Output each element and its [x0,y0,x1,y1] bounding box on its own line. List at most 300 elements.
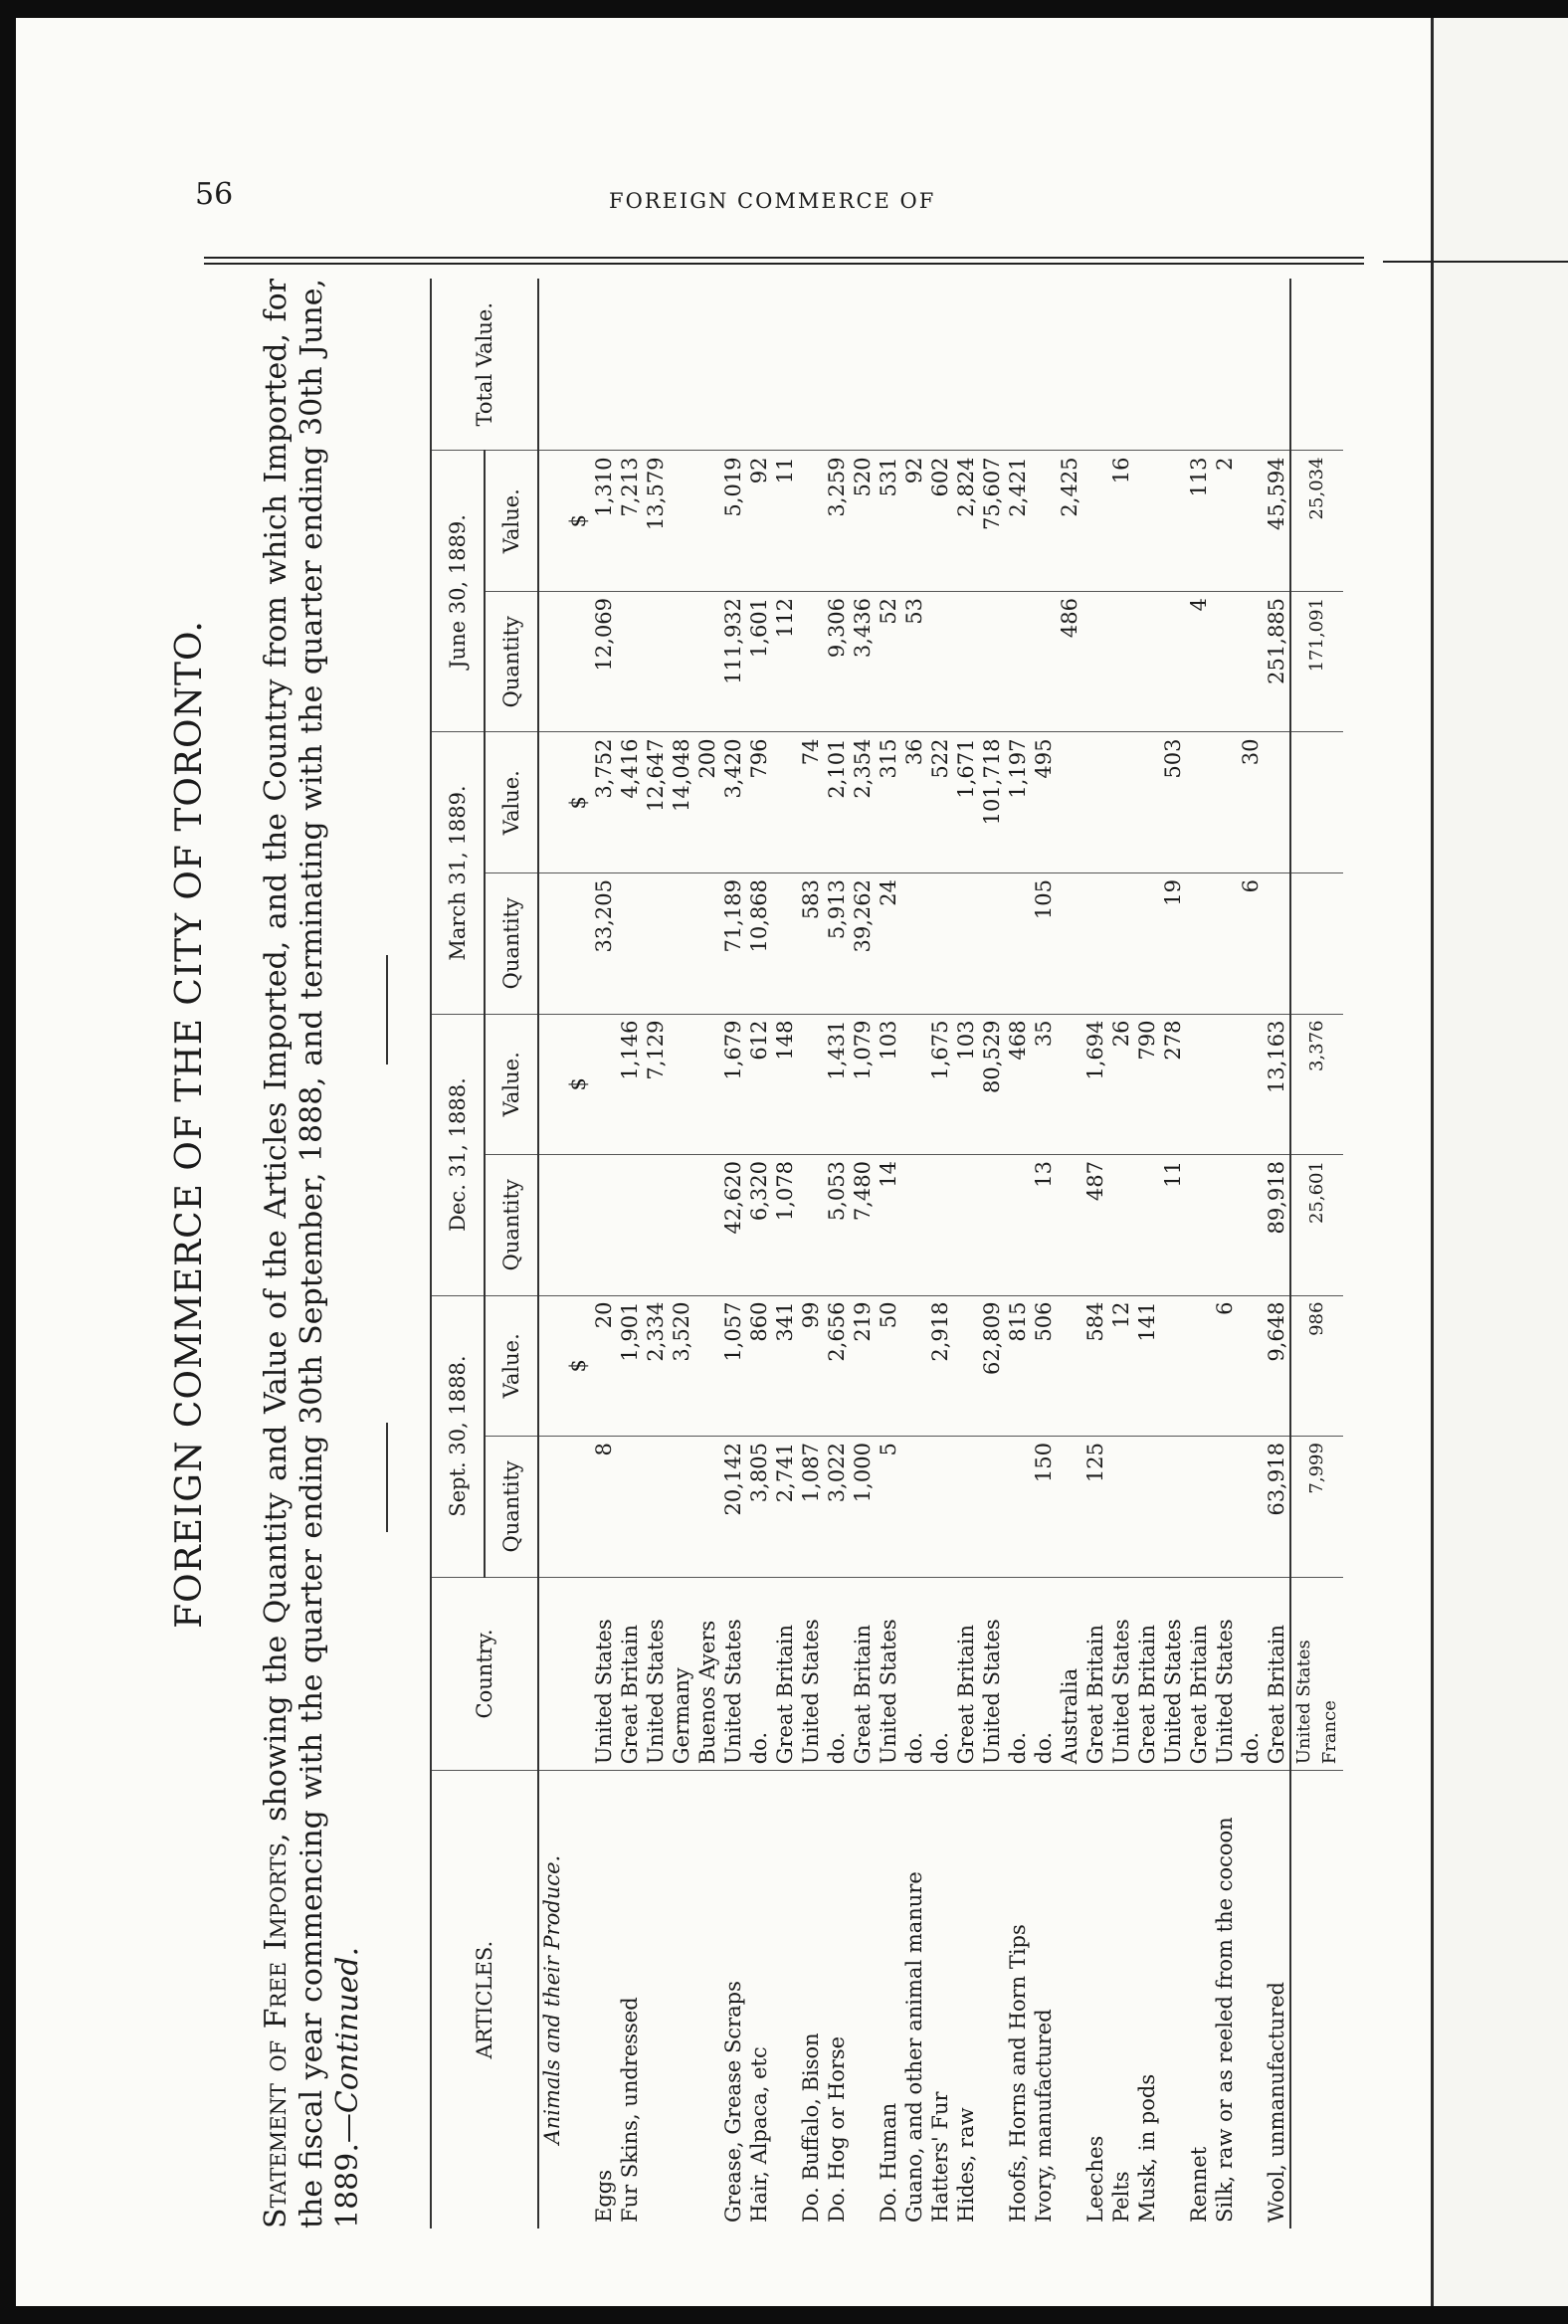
quantity-cell: 5,913 [824,873,850,1015]
value-cell: 796 [746,732,772,873]
quantity-cell [1238,1155,1264,1296]
value-cell [694,1014,720,1155]
country-cell: do. [1238,1577,1264,1771]
value-cell: 468 [1005,1014,1031,1155]
rotated-table-block [169,239,1363,2228]
table-row [901,279,927,2228]
country-cell: United States [643,1577,669,1771]
value-cell [1082,451,1108,592]
value-cell: 45,594 [1264,451,1290,592]
value-cell: 103 [876,1014,901,1155]
value-cell: 2,354 [850,732,876,873]
dollar-sign: $ [565,1295,591,1437]
value-cell: 12,647 [643,732,669,873]
value-cell: 62,809 [979,1295,1005,1437]
value-cell [669,451,694,592]
quantity-cell [1108,591,1134,732]
value-cell: 103 [953,1014,979,1155]
value-cell: 790 [1134,1014,1160,1155]
value-cell [1057,1295,1082,1437]
quantity-cell [927,1437,953,1578]
quantity-cell [669,1437,694,1578]
table-row [824,279,850,2228]
table-row [798,279,824,2228]
col-period-3: March 31, 1889. [431,732,485,1014]
value-cell: 1,679 [720,1014,746,1155]
quantity-cell: 12,069 [591,591,617,732]
quantity-cell [591,1155,617,1296]
value-cell: 1,431 [824,1014,850,1155]
country-cell: Great Britain [1134,1577,1160,1771]
total-cell [1160,279,1186,451]
article-cell: Do. Hog or Horse [825,2035,849,2223]
quantity-cell: 150 [1031,1437,1057,1578]
quantity-cell: 3,436 [850,591,876,732]
dollar-sign: $ [565,732,591,873]
quantity-cell [643,1437,669,1578]
article-cell: Rennet [1187,2146,1211,2223]
value-cell: 2,334 [643,1295,669,1437]
value-cell [901,1014,927,1155]
value-cell: 74 [798,732,824,873]
value-cell: 101,718 [979,732,1005,873]
col-period-1: Sept. 30, 1888. [431,1295,485,1577]
total-cell [1031,279,1057,451]
quantity-cell [1264,873,1290,1015]
quantity-cell: 1,087 [798,1437,824,1578]
quantity-cell: 13 [1031,1155,1057,1296]
value-cell: 584 [1082,1295,1108,1437]
quantity-cell: 3,022 [824,1437,850,1578]
quantity-cell [953,873,979,1015]
page-title: FOREIGN COMMERCE OF THE CITY OF TORONTO. [169,620,210,1629]
table-row [1134,279,1160,2228]
value-cell: 219 [850,1295,876,1437]
quantity-cell: 105 [1031,873,1057,1015]
table-row [953,279,979,2228]
value-cell: 4,416 [617,732,643,873]
country-cell: do. [927,1577,953,1771]
quantity-cell [1108,1437,1134,1578]
quantity-cell [1238,1437,1264,1578]
value-cell [694,451,720,592]
value-cell: 113 [1186,451,1212,592]
running-head: FOREIGN COMMERCE OF [609,189,936,213]
country-cell: do. [1031,1577,1057,1771]
value-cell: 16 [1108,451,1134,592]
country-cell: Buenos Ayers [694,1577,720,1771]
value-cell: 30 [1238,732,1264,873]
quantity-cell: 486 [1057,591,1082,732]
quantity-cell [1134,1437,1160,1578]
divider-right [386,955,388,1065]
quantity-cell: 7,480 [850,1155,876,1296]
value-cell [1186,1014,1212,1155]
table-row [694,279,720,2228]
quantity-cell [1082,591,1108,732]
value-cell: 75,607 [979,451,1005,592]
country-cell: Great Britain [1264,1577,1290,1771]
imports-table [430,279,1343,2228]
value-cell: 3,420 [720,732,746,873]
country-cell: Great Britain [1186,1577,1212,1771]
quantity-cell [798,591,824,732]
value-cell: 860 [746,1295,772,1437]
value-cell: 341 [772,1295,798,1437]
quantity-cell [953,1437,979,1578]
quantity-cell [1134,873,1160,1015]
table-row [720,279,746,2228]
quantity-cell [1134,591,1160,732]
quantity-cell [1290,873,1343,1015]
quantity-cell: 125 [1082,1437,1108,1578]
col-quantity: Quantity [485,1437,538,1578]
article-cell: Ivory, manufactured [1032,2009,1056,2223]
value-cell [1212,732,1238,873]
value-cell: 3,520 [669,1295,694,1437]
quantity-cell: 5 [876,1437,901,1578]
quantity-cell: 63,918 [1264,1437,1290,1578]
quantity-cell: 9,306 [824,591,850,732]
value-cell: 1,146 [617,1014,643,1155]
total-cell [1134,279,1160,451]
value-cell [694,1295,720,1437]
quantity-cell: 1,000 [850,1437,876,1578]
total-cell [694,279,720,451]
quantity-cell [901,1155,927,1296]
quantity-cell [1057,1437,1082,1578]
value-cell: 506 [1031,1295,1057,1437]
table-row [850,279,876,2228]
value-cell: 26 [1108,1014,1134,1155]
article-cell: Eggs [592,2170,616,2223]
quantity-cell [1134,1155,1160,1296]
quantity-cell: 7,999 [1290,1437,1343,1578]
quantity-cell: 8 [591,1437,617,1578]
col-country: Country. [431,1577,538,1771]
country-cell: United States [1212,1577,1238,1771]
value-cell [1186,732,1212,873]
statement-caption [259,279,366,2228]
value-cell [901,1295,927,1437]
quantity-cell [979,1155,1005,1296]
total-cell [850,279,876,451]
quantity-cell: 10,868 [746,873,772,1015]
table-row [643,279,669,2228]
quantity-cell: 3,805 [746,1437,772,1578]
article-cell [643,1771,669,2228]
quantity-cell [979,1437,1005,1578]
value-cell: 1,694 [1082,1014,1108,1155]
article-cell: Hatters' Fur [928,2091,952,2223]
country-cell: do. [824,1577,850,1771]
value-cell: 602 [927,451,953,592]
total-cell [746,279,772,451]
value-cell [1057,732,1082,873]
col-value: Value. [485,1295,538,1437]
quantity-cell [1160,591,1186,732]
table-row [876,279,901,2228]
quantity-cell: 112 [772,591,798,732]
value-cell: 278 [1160,1014,1186,1155]
table-row [1057,279,1082,2228]
quantity-cell [694,873,720,1015]
dollar-sign: $ [565,1014,591,1155]
value-cell: 92 [746,451,772,592]
article-cell: Wool, unmanufactured [1265,1982,1288,2223]
table-row [591,279,617,2228]
table-row [927,279,953,2228]
quantity-cell: 20,142 [720,1437,746,1578]
quantity-cell [617,1155,643,1296]
country-cell: United States [1160,1577,1186,1771]
value-cell [591,1014,617,1155]
quantity-cell: 111,932 [720,591,746,732]
quantity-cell: 11 [1160,1155,1186,1296]
table-row [1082,279,1108,2228]
value-cell: 12 [1108,1295,1134,1437]
value-cell: 13,579 [643,451,669,592]
quantity-cell: 53 [901,591,927,732]
value-cell: 2,421 [1005,451,1031,592]
value-cell: 7,129 [643,1014,669,1155]
value-cell: 1,057 [720,1295,746,1437]
total-cell [591,279,617,451]
total-cell [669,279,694,451]
col-quantity: Quantity [485,591,538,732]
value-cell: 99 [798,1295,824,1437]
country-cell: Germany [669,1577,694,1771]
divider-left [386,1423,388,1532]
quantity-cell [669,591,694,732]
value-cell [1238,451,1264,592]
quantity-cell [927,591,953,732]
value-cell [1134,732,1160,873]
quantity-cell: 583 [798,873,824,1015]
total-cell [824,279,850,451]
quantity-cell [1082,873,1108,1015]
quantity-cell [1108,873,1134,1015]
total-cell [876,279,901,451]
value-cell: 2,425 [1057,451,1082,592]
value-cell: 141 [1134,1295,1160,1437]
value-cell: 50 [876,1295,901,1437]
country-cell: United States [591,1577,617,1771]
col-value: Value. [485,732,538,873]
total-cell [1238,279,1264,451]
quantity-cell: 24 [876,873,901,1015]
col-quantity: Quantity [485,873,538,1015]
quantity-cell [643,591,669,732]
value-cell: 5,019 [720,451,746,592]
quantity-cell [669,1155,694,1296]
quantity-cell: 33,205 [591,873,617,1015]
col-articles: ARTICLES. [431,1771,538,2228]
country-cell: United States [1108,1577,1134,1771]
page-number: 56 [195,177,234,212]
article-cell: Do. Buffalo, Bison [799,2033,823,2223]
quantity-cell: 14 [876,1155,901,1296]
value-cell [798,451,824,592]
quantity-cell: 71,189 [720,873,746,1015]
col-period-2: Dec. 31, 1888. [431,1014,485,1295]
quantity-cell [1031,591,1057,732]
quantity-cell [1057,1155,1082,1296]
table-row [669,279,694,2228]
article-cell: Fur Skins, undressed [618,1997,642,2223]
value-cell: 1,901 [617,1295,643,1437]
quantity-cell [694,591,720,732]
total-cell [1212,279,1238,451]
table-row [1238,279,1264,2228]
value-cell: 3,259 [824,451,850,592]
quantity-cell: 4 [1186,591,1212,732]
value-cell: 2 [1212,451,1238,592]
facing-page-edge [1431,18,1568,2306]
quantity-cell [643,1155,669,1296]
table-row [1264,279,1290,2228]
value-cell [772,732,798,873]
quantity-cell: 42,620 [720,1155,746,1296]
quantity-cell [669,873,694,1015]
country-cell: Great Britain [617,1577,643,1771]
article-cell: Hoofs, Horns and Horn Tips [1006,1924,1030,2223]
continued-label: Continued. [330,1946,365,2114]
quantity-cell: 52 [876,591,901,732]
value-cell [1212,1014,1238,1155]
article-cell [979,1771,1005,2228]
article-cell: Pelts [1109,2171,1133,2223]
quantity-cell: 25,601 [1290,1155,1343,1296]
quantity-cell [901,1437,927,1578]
value-cell: 1,310 [591,451,617,592]
table-row [1031,279,1057,2228]
quantity-cell [979,873,1005,1015]
value-cell: 1,079 [850,1014,876,1155]
partial-bottom-row [1290,279,1343,2228]
quantity-cell [1186,873,1212,1015]
country-cell: Great Britain [772,1577,798,1771]
country-cell: Great Britain [1082,1577,1108,1771]
article-cell: Leeches [1083,2135,1107,2223]
col-period-4: June 30, 1889. [431,451,485,732]
value-cell: 2,918 [927,1295,953,1437]
country-cell: Great Britain [953,1577,979,1771]
quantity-cell [1160,1437,1186,1578]
quantity-cell [901,873,927,1015]
value-cell: 35 [1031,1014,1057,1155]
table-row [979,279,1005,2228]
section-title: Animals and their Produce. [540,1854,564,2145]
total-cell [798,279,824,451]
country-cell: United States [876,1577,901,1771]
quantity-cell [1212,1155,1238,1296]
value-cell: 815 [1005,1295,1031,1437]
quantity-cell [927,1155,953,1296]
value-cell [1108,732,1134,873]
country-cell: United States [720,1577,746,1771]
quantity-cell: 487 [1082,1155,1108,1296]
value-cell: 11 [772,451,798,592]
total-cell [979,279,1005,451]
table-row [1108,279,1134,2228]
quantity-cell [1108,1155,1134,1296]
value-cell [1082,732,1108,873]
total-cell [772,279,798,451]
quantity-cell [1212,591,1238,732]
country-cell: do. [746,1577,772,1771]
country-cell: Australia [1057,1577,1082,1771]
table-row [746,279,772,2228]
total-cell [901,279,927,451]
quantity-cell [1005,873,1031,1015]
value-cell: 20 [591,1295,617,1437]
article-cell [1057,1771,1082,2228]
quantity-cell: 19 [1160,873,1186,1015]
quantity-cell [643,873,669,1015]
total-cell [1108,279,1134,451]
value-cell [1290,732,1343,873]
quantity-cell: 1,601 [746,591,772,732]
col-quantity: Quantity [485,1155,538,1296]
value-cell: 92 [901,451,927,592]
value-cell [669,1014,694,1155]
value-cell: 13,163 [1264,1014,1290,1155]
value-cell [953,1295,979,1437]
article-cell: Hides, raw [954,2107,978,2223]
quantity-cell: 1,078 [772,1155,798,1296]
value-cell [1160,1295,1186,1437]
quantity-cell [927,873,953,1015]
col-total: Total Value. [431,279,538,451]
quantity-cell [617,591,643,732]
article-cell [694,1771,720,2228]
statement-text: showing the Quantity and Value of the Articles Imported, and the Country from which Imported, for the fiscal year commencing with the quarter ending 30th September, 1888, and terminating with the quarter ending 30th June, 1889.— [259,279,365,2228]
value-cell: 1,197 [1005,732,1031,873]
total-cell [927,279,953,451]
article-cell: Musk, in pods [1135,2073,1159,2223]
quantity-cell [1186,1437,1212,1578]
country-cell: United States [979,1577,1005,1771]
country-cell: France [1319,1700,1340,1765]
value-cell [1057,1014,1082,1155]
value-cell: 7,213 [617,451,643,592]
value-cell: 9,648 [1264,1295,1290,1437]
value-cell [1238,1014,1264,1155]
col-value: Value. [485,451,538,592]
quantity-cell [772,873,798,1015]
value-cell: 2,101 [824,732,850,873]
value-cell [1031,451,1057,592]
value-cell: 612 [746,1014,772,1155]
country-cell: do. [901,1577,927,1771]
total-cell [1082,279,1108,451]
article-cell: Guano, and other animal manure [902,1871,926,2223]
quantity-cell [953,591,979,732]
value-cell [1160,451,1186,592]
table-row [1005,279,1031,2228]
value-cell: 200 [694,732,720,873]
value-cell: 520 [850,451,876,592]
total-cell [720,279,746,451]
value-cell: 3,752 [591,732,617,873]
article-cell: Grease, Grease Scraps [721,1981,745,2223]
article-cell: Silk, raw or as reeled from the cocoon [1213,1817,1237,2223]
quantity-cell [1212,873,1238,1015]
total-cell [643,279,669,451]
article-cell [1160,1771,1186,2228]
value-cell: 986 [1290,1295,1343,1437]
